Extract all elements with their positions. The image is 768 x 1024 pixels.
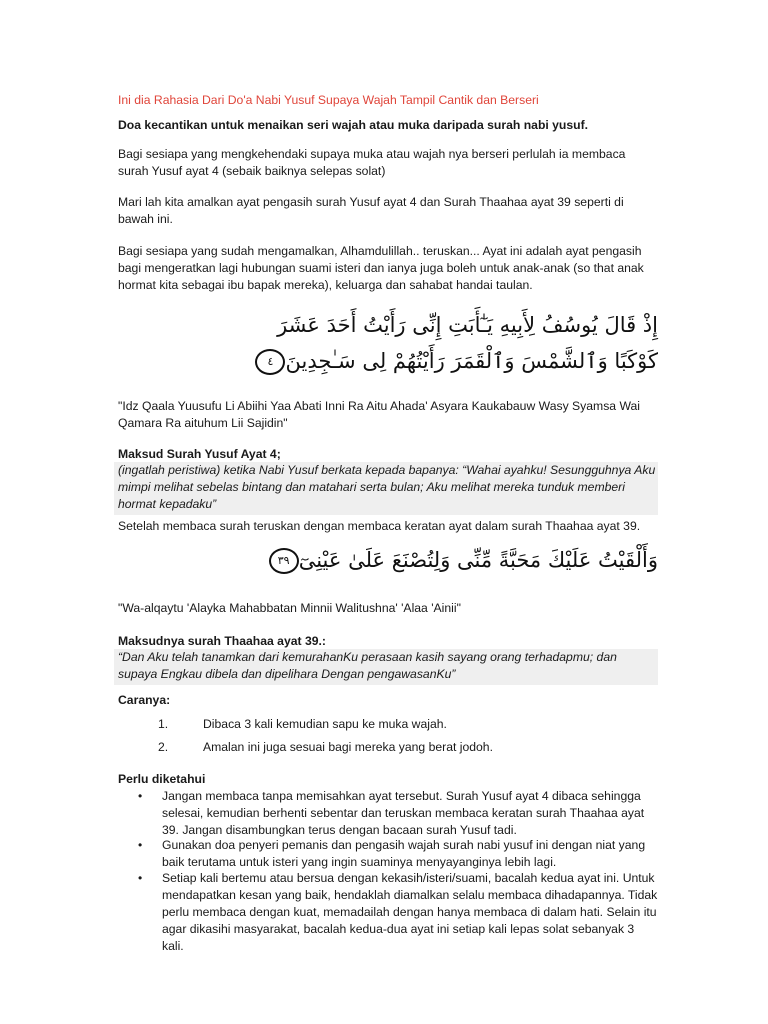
maksud-yusuf-heading: Maksud Surah Yusuf Ayat 4; — [118, 447, 281, 461]
bullet-text: Gunakan doa penyeri pemanis dan pengasih wajah surah nabi yusuf ini dengan niat yang baik terutama untuk isteri yang ingin suaminya menyayanginya lebih lagi. — [162, 838, 646, 869]
caranya-step — [158, 739, 493, 756]
bullet-list-item — [138, 837, 658, 871]
bullet-icon: • — [138, 871, 143, 885]
step-text: Amalan ini juga sesuai bagi mereka yang berat jodoh. — [203, 740, 493, 754]
article-title: Ini dia Rahasia Dari Do'a Nabi Yusuf Supaya Wajah Tampil Cantik dan Berseri — [118, 93, 539, 107]
bullet-list-item — [138, 870, 658, 955]
paragraph-intro: Bagi sesiapa yang mengkehendaki supaya muka atau wajah nya berseri perlulah ia membaca surah Yusuf ayat 4 (sebaik baiknya selepas solat) — [118, 147, 626, 178]
ayah-number-marker: ٤ — [255, 349, 285, 375]
bullet-icon: • — [138, 789, 143, 803]
arabic-verse-yusuf-line-1: إِذْ قَالَ يُوسُفُ لِأَبِيهِ يَـٰٓأَبَتِ إِنِّى رَأَيْتُ أَحَدَ عَشَرَ — [277, 313, 658, 337]
maksud-thaahaa-text: “Dan Aku telah tanamkan dari kemurahanKu perasaan kasih sayang orang terhadapmu; dan supaya Engkau dibela dan dipelihara Dengan pengawasanKu” — [114, 649, 658, 685]
caranya-step — [158, 716, 447, 733]
bullet-list-item — [138, 788, 658, 839]
caranya-heading: Caranya: — [118, 693, 171, 707]
transliteration-thaahaa: "Wa-alqaytu 'Alayka Mahabbatan Minnii Walitushna' 'Alaa 'Ainii" — [118, 601, 461, 615]
paragraph-thaahaa: Setelah membaca surah teruskan dengan membaca keratan ayat dalam surah Thaahaa ayat 39. — [118, 519, 641, 533]
bullet-text: Jangan membaca tanpa memisahkan ayat tersebut. Surah Yusuf ayat 4 dibaca sehingga selesai, kemudian berhenti sebentar dan teruskan membaca keratan surah Thaahaa ayat 39. Jangan disambungkan terus dengan bacaan surah Yusuf tadi. — [162, 789, 645, 837]
arabic-verse-yusuf-line-2 — [251, 346, 658, 376]
maksud-yusuf-text: (ingatlah peristiwa) ketika Nabi Yusuf berkata kepada bapanya: “Wahai ayahku! Sesungguhnya Aku mimpi melihat sebelas bintang dan matahari serta bulan; Aku melihat mereka tunduk memberi hormat kepadaku” — [114, 462, 658, 515]
article-subtitle: Doa kecantikan untuk menaikan seri wajah atau muka daripada surah nabi yusuf. — [118, 118, 589, 132]
perlu-diketahui-heading: Perlu diketahui — [118, 772, 206, 786]
bullet-text: Setiap kali bertemu atau bersua dengan kekasih/isteri/suami, bacalah kedua ayat ini. Untuk mendapatkan kesan yang baik, hendaklah diamalkan selalu membaca dihadapannya. Tidak perlu membaca dengan kuat, memadailah dengan hanya membaca di dalam hati. Selain itu agar dikasihi masyarakat, bacalah kedua-dua ayat ini setiap kali lepas solat sebanyak 3 kali. — [162, 871, 658, 953]
step-number: 2. — [158, 740, 169, 754]
transliteration-yusuf: "Idz Qaala Yuusufu Li Abiihi Yaa Abati Inni Ra Aitu Ahada' Asyara Kaukabauw Wasy Syamsa Wai Qamara Ra aituhum Lii Sajidin" — [118, 399, 640, 430]
step-number: 1. — [158, 717, 169, 731]
maksud-thaahaa-heading: Maksudnya surah Thaahaa ayat 39.: — [118, 634, 326, 648]
bullet-icon: • — [138, 838, 143, 852]
arabic-verse-thaahaa-text: وَأَلْقَيْتُ عَلَيْكَ مَحَبَّةً مِّنِّى وَلِتُصْنَعَ عَلَىٰ عَيْنِىٓ — [298, 548, 658, 572]
paragraph-benefit: Bagi sesiapa yang sudah mengamalkan, Alhamdulillah.. teruskan... Ayat ini adalah ayat pengasih bagi mengeratkan lagi hubungan suami isteri dan ianya juga boleh untuk anak-anak (so that anak hormat kita sebagai ibu bapak mereka), keluarga dan sahabat handai taulan. — [118, 244, 644, 292]
arabic-verse-thaahaa — [265, 545, 658, 575]
step-text: Dibaca 3 kali kemudian sapu ke muka wajah. — [203, 717, 447, 731]
paragraph-practice: Mari lah kita amalkan ayat pengasih surah Yusuf ayat 4 dan Surah Thaahaa ayat 39 seperti di bawah ini. — [118, 195, 624, 226]
arabic-verse-yusuf-line-2-text: كَوْكَبًا وَٱلشَّمْسَ وَٱلْقَمَرَ رَأَيْتُهُمْ لِى سَـٰجِدِينَ — [285, 349, 658, 373]
ayah-number-marker-2: ٣٩ — [269, 548, 299, 574]
